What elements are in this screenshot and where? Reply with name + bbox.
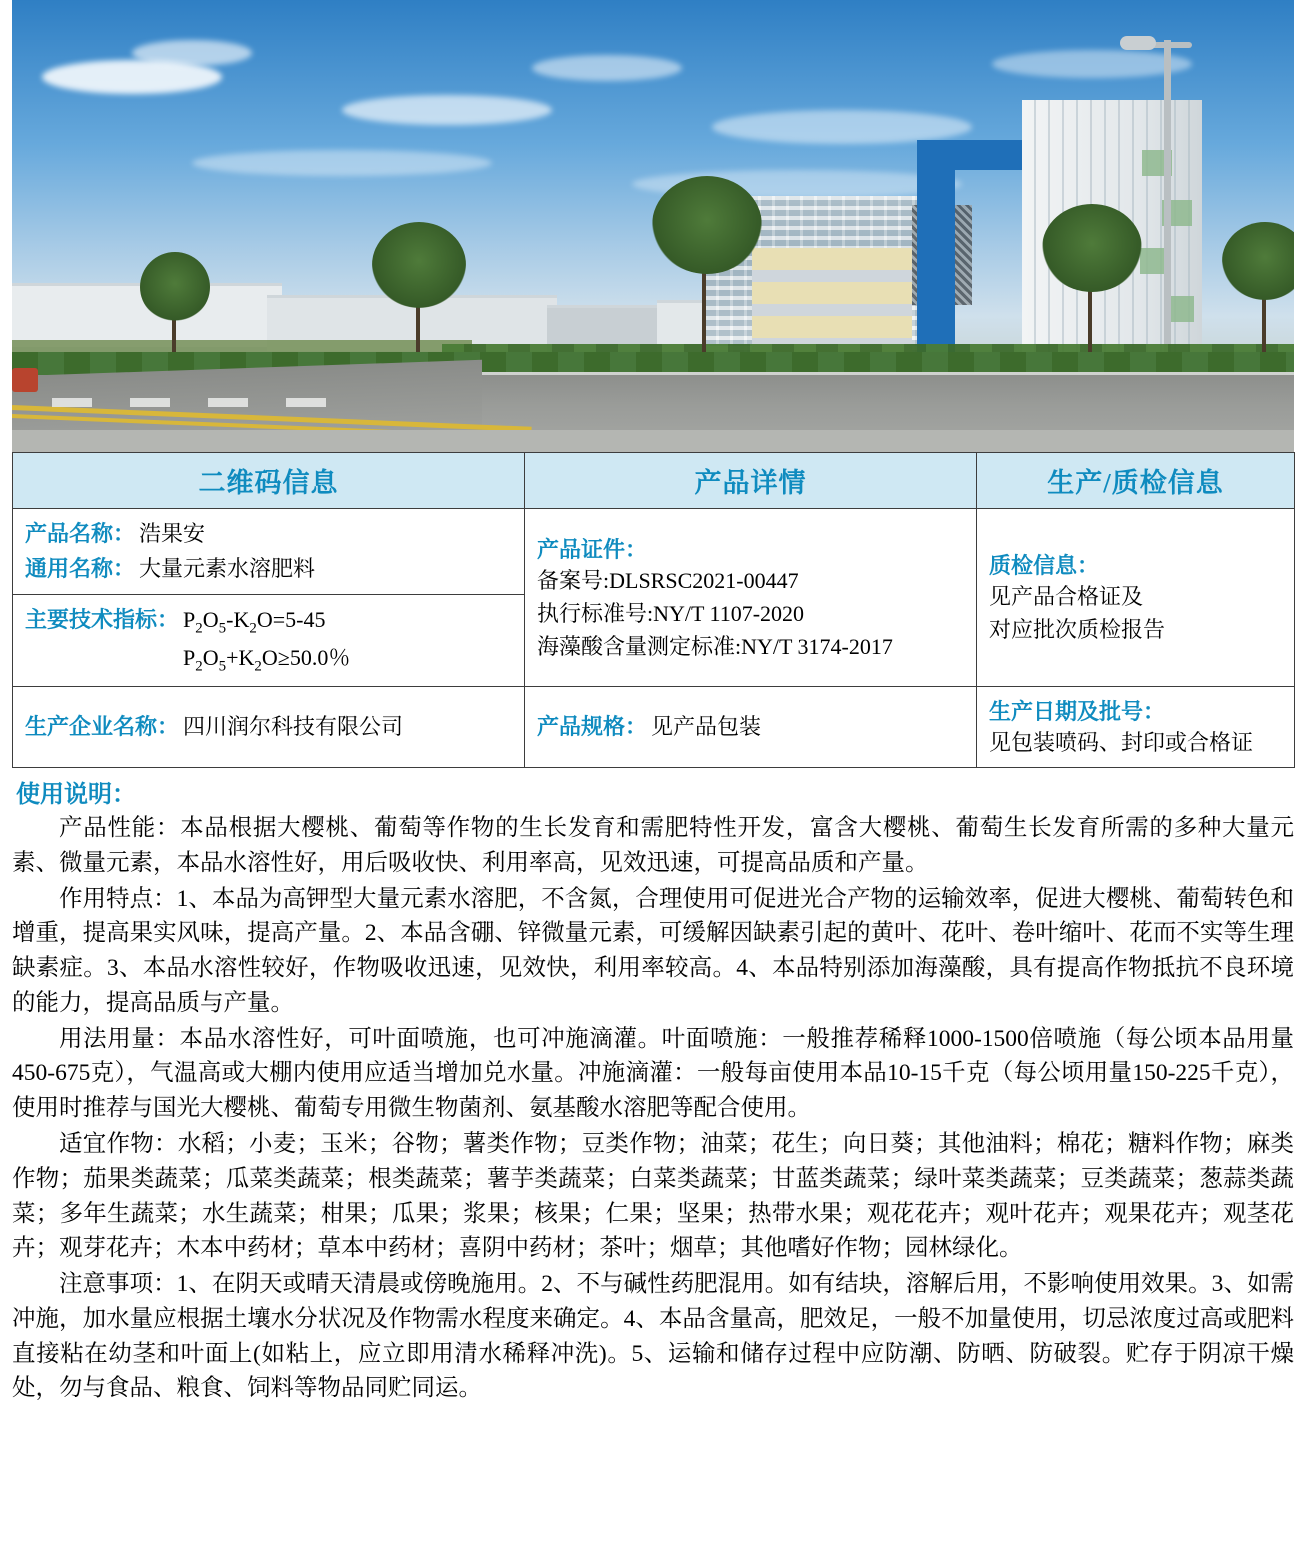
usage-paragraph-cautions: 注意事项：1、在阴天或晴天清晨或傍晚施用。2、不与碱性药肥混用。如有结块，溶解后用，不影响使用效果。3、如需冲施，加水量应根据土壤水分状况及作物需水程度来确定。4、本品含量高，肥效足，一般不加量使用，切忌浓度过高或肥料直接粘在幼茎和叶面上(如粘上，应立即用清水稀释冲洗)。5、运输和储存过程中应防潮、防晒、防破裂。贮存于阴凉干燥处，勿与食品、粮食、饲料等物品同贮同运。 [12,1271,1294,1402]
cloud-shape [532,55,682,81]
vehicle [12,368,38,392]
cloud-shape [712,110,972,144]
header-cell-qc [977,453,1295,509]
usage-paragraph-crops: 适宜作物：水稻；小麦；玉米；谷物；薯类作物；豆类作物；油菜；花生；向日葵；其他油料；棉花；糖料作物；麻类作物；茄果类蔬菜；瓜菜类蔬菜；根类蔬菜；薯芋类蔬菜；白菜类蔬菜；甘蓝类蔬菜；绿叶菜类蔬菜；豆类蔬菜；葱蒜类蔬菜；多年生蔬菜；水生蔬菜；柑果；瓜果；浆果；核果；仁果；坚果；热带水果；观花花卉；观叶花卉；观果花卉；观茎花卉；观芽花卉；木本中药材；草本中药材；喜阴中药材；茶叶；烟草；其他嗜好作物；园林绿化。 [12,1131,1294,1262]
cell-company [13,687,525,768]
cell-product-names [13,509,525,595]
tree-canopy [372,222,466,308]
qc-line: 对应批次质检报告 [989,617,1166,643]
crosswalk-stripe [130,398,170,407]
cell-production-date [977,687,1295,768]
office-building-yellow [752,248,912,356]
cloud-shape [192,150,492,176]
tech-index-value-2: $P_2O_5+K_2O\ge 50.0$％ [183,644,351,674]
table-row [13,687,1295,768]
company-label: 生产企业名称： [25,714,180,740]
tree-canopy [140,252,210,322]
factory-photo [12,0,1294,452]
production-date-value: 见包装喷码、封印或合格证 [989,730,1254,756]
general-name-label: 通用名称： [25,555,136,581]
company-line [25,710,512,744]
tech-index-value-1: $P_2O_5-K_2O=5-45$ [183,607,326,637]
header-cell-detail [525,453,977,509]
general-name-value: 大量元素水溶肥料 [139,555,316,581]
table-header-row [13,453,1295,509]
cert-line: 海藻酸含量测定标准:NY/T 3174-2017 [537,633,893,659]
product-name-label: 产品名称： [25,521,136,547]
cert-line: 备案号:DLSRSC2021-00447 [537,567,799,593]
usage-instructions-section [12,774,1294,1406]
cell-spec [525,687,977,768]
header-qc-label: 生产/质检信息 [1047,468,1224,498]
cloud-shape [342,95,552,125]
company-value: 四川润尔科技有限公司 [183,714,404,740]
crosswalk-stripe [286,398,326,407]
crosswalk-stripe [208,398,248,407]
cert-label: 产品证件： [537,536,648,562]
usage-paragraph-features: 作用特点：1、本品为高钾型大量元素水溶肥，不含氮，合理使用可促进光合产物的运输效率，促进大樱桃、葡萄转色和增重，提高果实风味，提高产量。2、本品含硼、锌微量元素，可缓解因缺素引起的黄叶、花叶、卷叶缩叶、花而不实等生理缺素症。3、本品水溶性较好，作物吸收迅速，见效快，利用率较高。4、本品特别添加海藻酸，具有提高作物抵抗不良环境的能力，提高品质与产量。 [12,885,1294,1016]
product-name-value: 浩果安 [139,521,206,547]
tree-canopy [652,176,762,274]
general-name-line [25,552,512,586]
qc-line: 见产品合格证及 [989,584,1144,610]
cell-certificates [525,509,977,687]
cell-tech-index [13,595,525,687]
cloud-shape [132,40,252,66]
tech-index-label: 主要技术指标： [25,607,180,632]
usage-paragraph-dosage: 用法用量：本品水溶性好，可叶面喷施，也可冲施滴灌。叶面喷施：一般推荐稀释1000-1500倍喷施（每公顷本品用量450-675克），气温高或大棚内使用应适当增加兑水量。冲施滴灌：一般每亩使用本品10-15千克（每公顷用量150-225千克），使用时推荐与国光大樱桃、葡萄专用微生物菌剂、氨基酸水溶肥等配合使用。 [12,1025,1294,1122]
product-name-line [25,517,512,551]
crosswalk-stripe [52,398,92,407]
usage-paragraph-performance: 产品性能：本品根据大樱桃、葡萄等作物的生长发育和需肥特性开发，富含大樱桃、葡萄生长发育所需的多种大量元素、微量元素，本品水溶性好，用后吸收快、利用率高，见效迅速，可提高品质和产量。 [12,815,1294,876]
product-info-table [12,452,1295,768]
tech-label-line [25,603,512,641]
sidewalk [12,430,1294,452]
blue-steel-frame [917,140,955,355]
header-cell-qr [13,453,525,509]
tree-canopy [1222,222,1294,300]
table-row [13,509,1295,595]
spec-label: 产品规格： [537,714,648,740]
spec-value: 见产品包装 [651,714,762,740]
header-qr-label: 二维码信息 [198,468,339,498]
tech-value-line-2 [25,641,512,679]
cert-line: 执行标准号:NY/T 1107-2020 [537,600,805,626]
production-date-label: 生产日期及批号： [989,699,1166,725]
qc-label: 质检信息： [989,553,1100,579]
cloud-shape [992,50,1192,78]
tree-canopy [1042,204,1142,292]
blue-steel-frame [917,140,1032,170]
street-lamp-head [1120,36,1156,50]
cell-qc-info [977,509,1295,687]
header-detail-label: 产品详情 [694,468,807,498]
usage-title: 使用说明： [16,782,136,809]
spec-line [537,710,964,744]
